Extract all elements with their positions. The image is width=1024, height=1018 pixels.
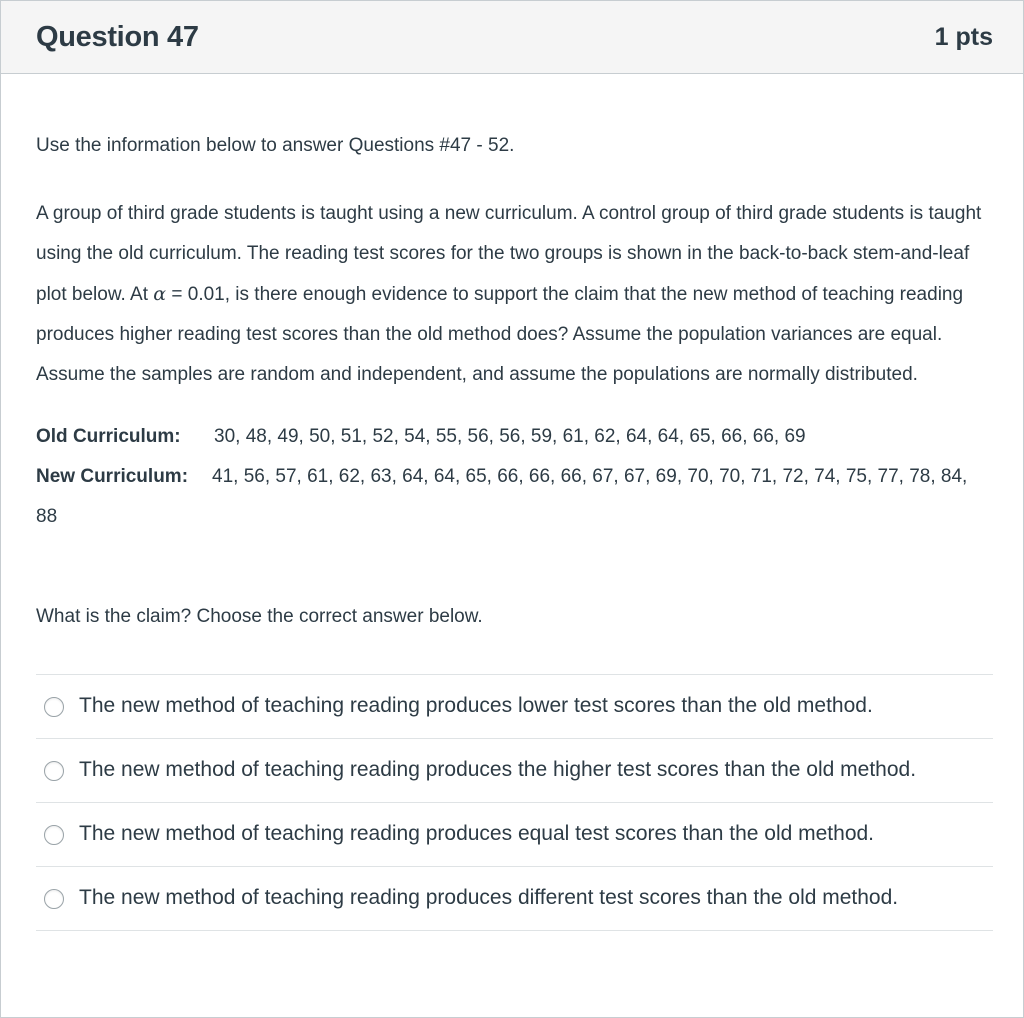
answer-label-1[interactable]: The new method of teaching reading produces lower test scores than the old method. bbox=[79, 694, 873, 717]
question-title: Question 47 bbox=[36, 20, 199, 53]
radio-button-2[interactable] bbox=[44, 761, 64, 781]
alpha-value: = 0.01 bbox=[171, 284, 225, 305]
answer-option-4[interactable] bbox=[36, 867, 993, 931]
answer-option-3[interactable] bbox=[36, 803, 993, 867]
problem-text-part2: , is there enough evidence to support the claim that the new method of teaching reading produces higher reading test scores than the old method does? Assume the population variances are equal. Assume the samples are random and independent, and assume the populations are normally distributed. bbox=[36, 284, 964, 385]
old-curriculum-label: Old Curriculum: bbox=[36, 426, 181, 447]
new-curriculum-label: New Curriculum: bbox=[36, 466, 189, 487]
old-curriculum-values: 30, 48, 49, 50, 51, 52, 54, 55, 56, 56, 59, 61, 62, 64, 64, 65, 66, 66, 69 bbox=[214, 426, 806, 447]
question-intro: Use the information below to answer Questions #47 - 52. bbox=[36, 135, 515, 156]
answer-option-2[interactable] bbox=[36, 739, 993, 803]
new-curriculum-row bbox=[36, 457, 993, 537]
answer-label-4[interactable]: The new method of teaching reading produces different test scores than the old method. bbox=[79, 886, 899, 909]
answer-label-2[interactable]: The new method of teaching reading produces the higher test scores than the old method. bbox=[79, 758, 917, 781]
answer-label-3[interactable]: The new method of teaching reading produces equal test scores than the old method. bbox=[79, 822, 875, 845]
radio-button-4[interactable] bbox=[44, 889, 64, 909]
alpha-symbol: α bbox=[153, 283, 167, 305]
question-points: 1 pts bbox=[934, 22, 993, 51]
question-body bbox=[1, 134, 1023, 931]
radio-button-3[interactable] bbox=[44, 825, 64, 845]
old-curriculum-row bbox=[36, 417, 993, 457]
answer-option-1[interactable] bbox=[36, 675, 993, 739]
problem-text-part1: A group of third grade students is taught using a new curriculum. A control group of third grade students is taught using the old curriculum. The reading test scores for the two groups is shown in the back-to-back stem-and-leaf plot below. At bbox=[36, 203, 982, 305]
problem-statement bbox=[36, 194, 993, 395]
data-block bbox=[36, 417, 993, 537]
radio-button-1[interactable] bbox=[44, 697, 64, 717]
question-header bbox=[1, 1, 1023, 74]
answer-list bbox=[36, 674, 993, 931]
new-curriculum-values: 41, 56, 57, 61, 62, 63, 64, 64, 65, 66, 66, 66, 67, 67, 69, 70, 70, 71, 72, 74, 75, 77, 78, 84, 88 bbox=[36, 466, 968, 527]
question-prompt: What is the claim? Choose the correct answer below. bbox=[36, 606, 483, 627]
